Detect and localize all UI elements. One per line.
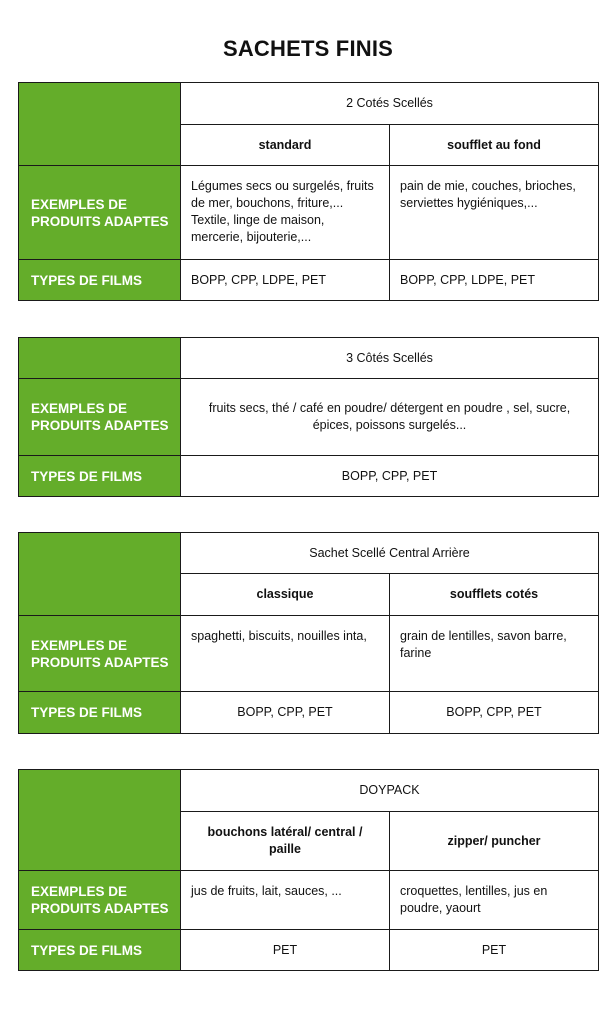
examples-cell: spaghetti, biscuits, nouilles inta, <box>181 616 390 692</box>
corner-cell <box>19 533 181 616</box>
row-label-examples: EXEMPLES DE PRODUITS ADAPTES <box>19 616 181 692</box>
examples-cell: grain de lentilles, savon barre, farine <box>390 616 599 692</box>
row-label-films: TYPES DE FILMS <box>19 930 181 971</box>
table-doypack <box>18 769 599 971</box>
table-3-cotes-scelles <box>18 337 599 497</box>
films-cell: BOPP, CPP, PET <box>181 692 390 734</box>
table-heading: DOYPACK <box>181 770 599 812</box>
row-label-examples: EXEMPLES DE PRODUITS ADAPTES <box>19 166 181 260</box>
examples-cell: jus de fruits, lait, sauces, ... <box>181 871 390 930</box>
corner-cell <box>19 83 181 166</box>
row-label-examples: EXEMPLES DE PRODUITS ADAPTES <box>19 379 181 456</box>
examples-cell: pain de mie, couches, brioches, serviettes hygiéniques,... <box>390 166 599 260</box>
table-heading: 3 Côtés Scellés <box>181 338 599 379</box>
examples-cell: fruits secs, thé / café en poudre/ détergent en poudre , sel, sucre, épices, poissons surgelés... <box>181 379 599 456</box>
page-title: SACHETS FINIS <box>222 36 394 61</box>
column-header: bouchons latéral/ central / paille <box>181 812 390 871</box>
table-heading: 2 Cotés Scellés <box>181 83 599 125</box>
row-label-films: TYPES DE FILMS <box>19 456 181 497</box>
row-label-films: TYPES DE FILMS <box>19 692 181 734</box>
column-header: classique <box>181 574 390 616</box>
films-cell: BOPP, CPP, LDPE, PET <box>390 260 599 301</box>
row-label-films: TYPES DE FILMS <box>19 260 181 301</box>
films-cell: BOPP, CPP, PET <box>181 456 599 497</box>
films-cell: BOPP, CPP, PET <box>390 692 599 734</box>
corner-cell <box>19 770 181 871</box>
column-header: soufflet au fond <box>390 125 599 166</box>
examples-cell: Légumes secs ou surgelés, fruits de mer, bouchons, friture,... Textile, linge de maison, mercerie, bijouterie,... <box>181 166 390 260</box>
films-cell: BOPP, CPP, LDPE, PET <box>181 260 390 301</box>
row-label-examples: EXEMPLES DE PRODUITS ADAPTES <box>19 871 181 930</box>
table-2-cotes-scelles <box>18 82 599 301</box>
examples-cell: croquettes, lentilles, jus en poudre, yaourt <box>390 871 599 930</box>
table-sachet-scelle-central <box>18 532 599 734</box>
films-cell: PET <box>390 930 599 971</box>
corner-cell <box>19 338 181 379</box>
table-heading: Sachet Scellé Central Arrière <box>181 533 599 574</box>
column-header: zipper/ puncher <box>390 812 599 871</box>
column-header: standard <box>181 125 390 166</box>
column-header: soufflets cotés <box>390 574 599 616</box>
films-cell: PET <box>181 930 390 971</box>
